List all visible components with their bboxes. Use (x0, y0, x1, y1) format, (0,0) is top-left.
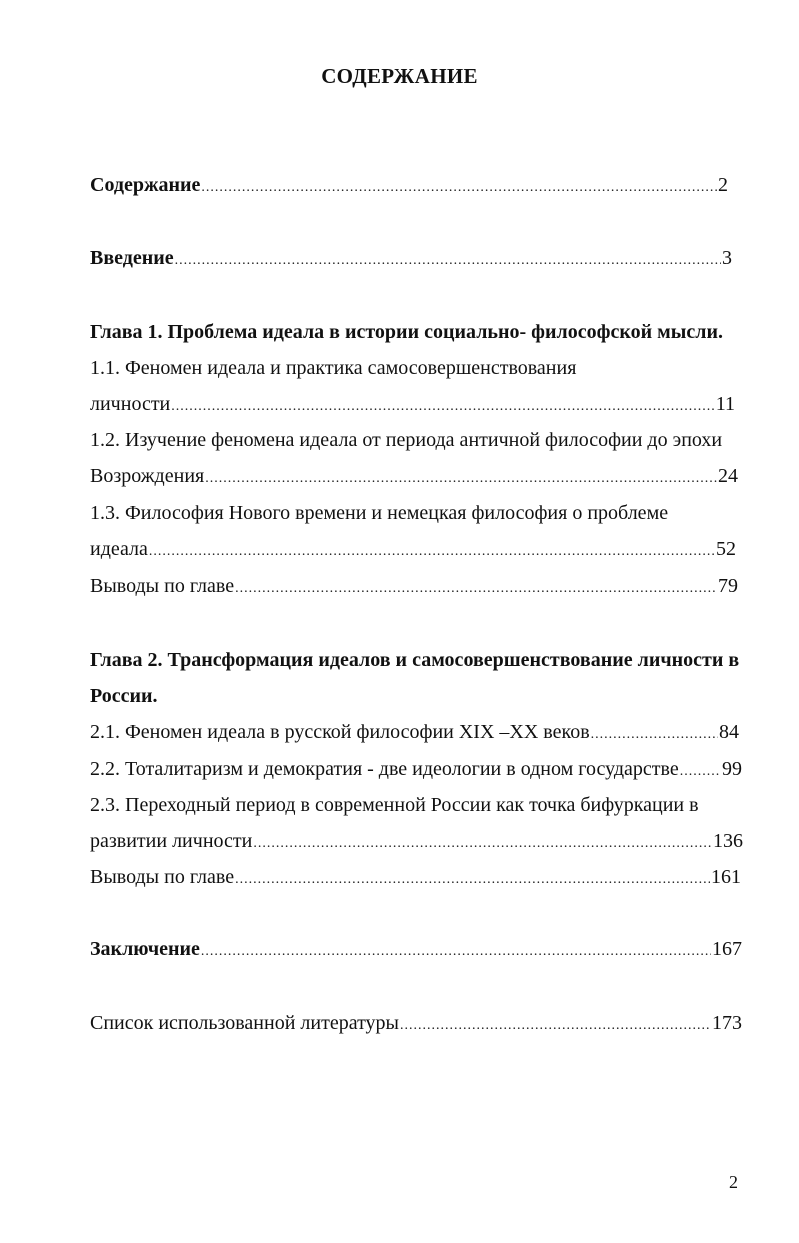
toc-entry-section-1-3[interactable] (90, 536, 736, 565)
section-2-3-title[interactable]: 2.3. Переходный период в современной России как точка бифуркации в (90, 794, 699, 816)
toc-entry-label: идеала (90, 538, 148, 560)
toc-page-number: 52 (716, 538, 736, 560)
page-title: СОДЕРЖАНИЕ (321, 64, 478, 88)
toc-page-number: 136 (713, 830, 743, 852)
leader-dots (253, 831, 712, 857)
leader-dots (591, 722, 718, 748)
toc-entry-section-1-2[interactable] (90, 463, 738, 492)
chapter-2-heading[interactable]: Глава 2. Трансформация идеалов и самосовершенствование личности в (90, 649, 740, 671)
leader-dots (680, 759, 721, 785)
leader-dots (205, 466, 717, 492)
page-number: 2 (729, 1172, 738, 1192)
toc-entry-intro[interactable] (90, 245, 732, 274)
section-1-2-title[interactable]: 1.2. Изучение феномена идеала от периода античной философии до эпохи (90, 429, 723, 451)
toc-page-number: 173 (712, 1012, 742, 1034)
toc-page-number: 79 (718, 575, 738, 597)
toc-entry-label: 2.1. Феномен идеала в русской философии XIX –XX веков (90, 721, 590, 743)
toc-page-number: 11 (715, 393, 735, 415)
toc-entry-conclusion[interactable] (90, 936, 742, 965)
toc-entry-section-1-1[interactable] (90, 391, 735, 420)
chapter-2-heading-continued: России. (90, 685, 158, 707)
toc-entry-label: Выводы по главе (90, 866, 235, 888)
section-1-1-title[interactable]: 1.1. Феномен идеала и практика самосовершенствования (90, 357, 577, 379)
toc-page-number: 167 (712, 938, 742, 960)
leader-dots (149, 539, 715, 565)
toc-entry-label: Содержание (90, 174, 201, 196)
toc-entry-label: Возрождения (90, 465, 205, 487)
toc-entry-label: Заключение (90, 938, 200, 960)
chapter-1-heading[interactable]: Глава 1. Проблема идеала в истории социально- философской мысли. (90, 321, 723, 343)
toc-entry-chapter-1-conclusions[interactable] (90, 573, 738, 602)
toc-entry-contents[interactable] (90, 172, 728, 201)
toc-entry-label: Список использованной литературы (90, 1012, 399, 1034)
leader-dots (235, 867, 710, 893)
toc-page-number: 161 (711, 866, 741, 888)
leader-dots (235, 576, 717, 602)
toc-entry-label: Введение (90, 247, 174, 269)
leader-dots (175, 248, 721, 274)
leader-dots (201, 939, 711, 965)
leader-dots (171, 394, 714, 420)
toc-page-number: 3 (722, 247, 732, 269)
toc-entry-label: личности (90, 393, 171, 415)
toc-entry-label: Выводы по главе (90, 575, 235, 597)
toc-entry-section-2-1[interactable] (90, 719, 739, 748)
toc-page-number: 2 (718, 174, 728, 196)
toc-page-number: 24 (718, 465, 738, 487)
toc-entry-chapter-2-conclusions[interactable] (90, 864, 741, 893)
leader-dots (201, 175, 717, 201)
leader-dots (400, 1013, 711, 1039)
toc-entry-section-2-3[interactable] (90, 828, 743, 857)
toc-page-number: 99 (722, 758, 742, 780)
toc-entry-label: 2.2. Тоталитаризм и демократия - две идеологии в одном государстве (90, 758, 679, 780)
section-1-3-title[interactable]: 1.3. Философия Нового времени и немецкая философия о проблеме (90, 502, 669, 524)
toc-entry-references[interactable] (90, 1010, 742, 1039)
toc-entry-label: развитии личности (90, 830, 253, 852)
toc-entry-section-2-2[interactable] (90, 756, 742, 785)
toc-page-number: 84 (719, 721, 739, 743)
